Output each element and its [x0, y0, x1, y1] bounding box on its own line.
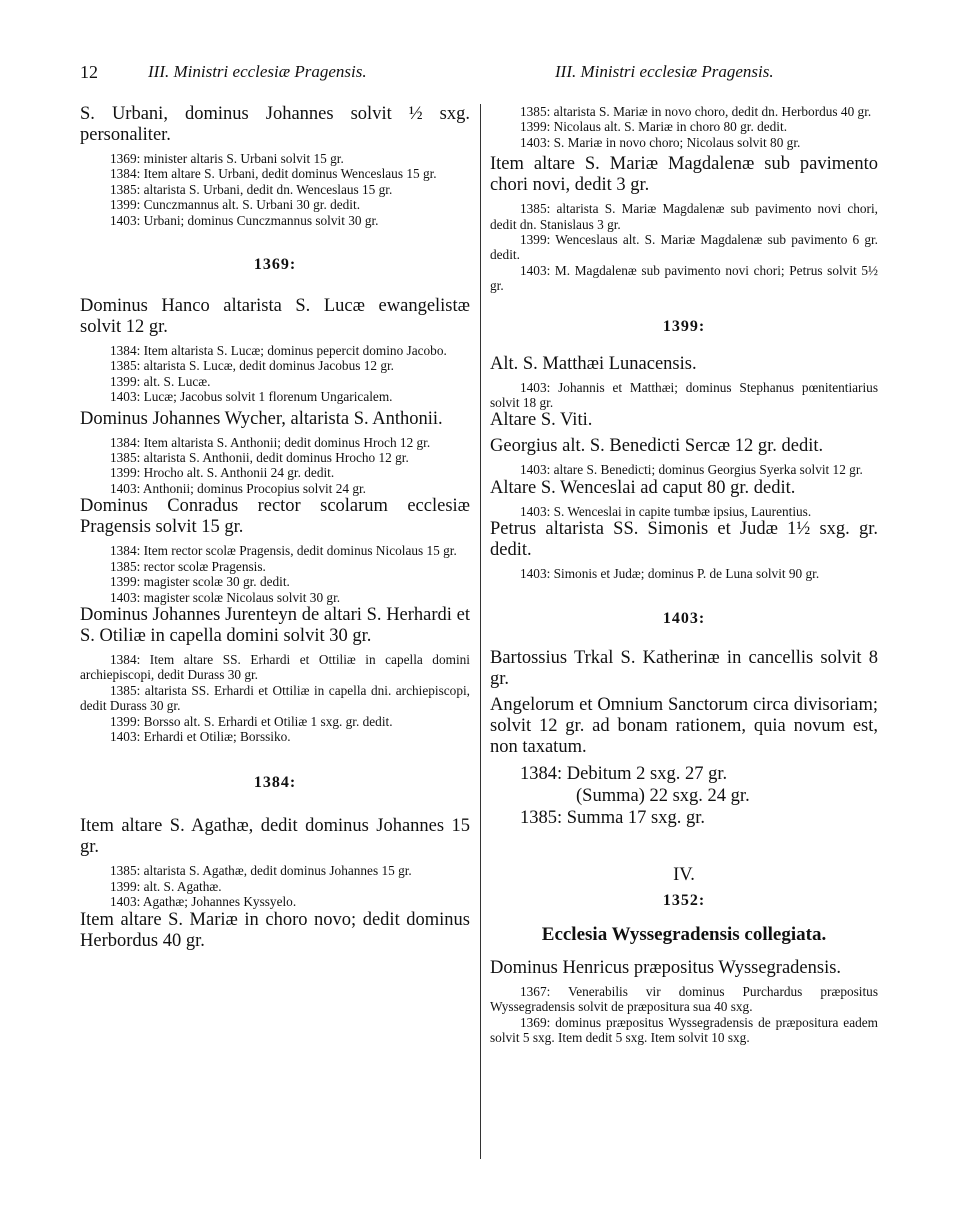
note: 1385: altarista S. Urbani, dedit dn. Wenceslaus 15 gr. — [110, 181, 393, 197]
entry: Altare S. Wenceslai ad caput 80 gr. dedit. — [490, 477, 796, 498]
sum-table — [490, 763, 878, 829]
note: 1399: alt. S. Lucæ. — [110, 373, 211, 389]
note: 1403: Anthonii; dominus Procopius solvit 24 gr. — [110, 480, 366, 496]
entry: Dominus Johannes Wycher, altarista S. Anthonii. — [80, 408, 443, 429]
sum-line: (Summa) 22 sxg. 24 gr. — [576, 785, 750, 806]
section-number: IV. — [673, 864, 695, 885]
entry: Georgius alt. S. Benedicti Sercæ 12 gr. dedit. — [490, 436, 824, 457]
note: 1384: Item altare SS. Erhardi et Ottiliæ in capella domini archiepiscopi, dedit Durass 30 gr. — [80, 651, 470, 683]
note: 1384: Item altarista S. Lucæ; dominus pepercit domino Jacobo. — [110, 343, 447, 359]
note: 1403: Simonis et Judæ; dominus P. de Luna solvit 90 gr. — [520, 566, 820, 582]
note: 1385: altarista S. Mariæ Magdalenæ sub pavimento novi chori, dedit dn. Stanislaus 3 gr. — [490, 201, 878, 232]
entry: Item altare S. Agathæ, dedit dominus Johannes 15 gr. — [80, 816, 470, 858]
note: 1369: dominus præpositus Wyssegradensis de præpositura eadem solvit 5 sxg. Item dedit 5 sxg. Item solvit 10 sxg. — [490, 1014, 878, 1045]
note: 1384: Item rector scolæ Pragensis, dedit dominus Nicolaus 15 gr. — [110, 543, 457, 559]
entry: Altare S. Viti. — [490, 410, 593, 431]
note: 1403: altare S. Benedicti; dominus Georgius Syerka solvit 12 gr. — [520, 462, 863, 478]
entry: Dominus Conradus rector scolarum ecclesiæ Pragensis solvit 15 gr. — [80, 496, 470, 538]
note: 1403: M. Magdalenæ sub pavimento novi chori; Petrus solvit 5½ gr. — [490, 262, 878, 294]
sum-line: 1385: Summa 17 sxg. gr. — [520, 807, 706, 828]
entry: Dominus Henricus præpositus Wyssegradensis. — [490, 957, 842, 978]
note: 1403: Urbani; dominus Cunczmannus solvit 30 gr. — [110, 212, 379, 228]
sum-line: 1384: Debitum 2 sxg. 27 gr. — [520, 763, 728, 784]
column-divider — [480, 104, 481, 1159]
entry: Item altare S. Mariæ in choro novo; dedit dominus Herbordus 40 gr. — [80, 909, 470, 951]
entry: Bartossius Trkal S. Katherinæ in cancellis solvit 8 gr. — [490, 647, 878, 689]
right-column — [490, 104, 878, 1045]
entry: Petrus altarista SS. Simonis et Judæ 1½ sxg. gr. dedit. — [490, 519, 878, 561]
running-head-right: III. Ministri ecclesiæ Pragensis. — [555, 62, 774, 81]
note: 1384: Item altare S. Urbani, dedit dominus Wenceslaus 15 gr. — [110, 166, 437, 182]
note: 1385: altarista S. Mariæ in novo choro, dedit dn. Herbordus 40 gr. — [520, 104, 872, 119]
year-heading: 1352: — [662, 891, 706, 909]
note: 1399: Nicolaus alt. S. Mariæ in choro 80 gr. dedit. — [520, 119, 788, 135]
left-column — [80, 104, 470, 957]
note: 1385: rector scolæ Pragensis. — [110, 558, 266, 574]
note: 1384: Item altarista S. Anthonii; dedit dominus Hroch 12 gr. — [110, 434, 431, 450]
note: 1399: magister scolæ 30 gr. dedit. — [110, 574, 290, 590]
note: 1399: Hrocho alt. S. Anthonii 24 gr. dedit. — [110, 465, 335, 481]
year-heading: 1384: — [253, 774, 297, 792]
year-heading: 1403: — [662, 609, 706, 627]
note: 1403: Lucæ; Jacobus solvit 1 florenum Ungaricalem. — [110, 389, 393, 405]
year-heading: 1399: — [662, 317, 706, 335]
note: 1385: altarista SS. Erhardi et Ottiliæ in capella dni. archiepiscopi, dedit Durass 30 gr. — [80, 682, 470, 714]
entry: Alt. S. Matthæi Lunacensis. — [490, 353, 697, 374]
note: 1403: Johannis et Matthæi; dominus Stephanus pœnitentiarius solvit 18 gr. — [490, 379, 878, 411]
note: 1399: alt. S. Agathæ. — [110, 878, 222, 894]
running-head-left: III. Ministri ecclesiæ Pragensis. — [148, 62, 367, 81]
note: 1403: magister scolæ Nicolaus solvit 30 gr. — [110, 589, 341, 605]
note: 1403: Erhardi et Otiliæ; Borssiko. — [110, 728, 291, 744]
page-number: 12 — [80, 62, 98, 82]
note: 1399: Borsso alt. S. Erhardi et Otiliæ 1 sxg. gr. dedit. — [110, 713, 393, 729]
entry: Dominus Johannes Jurenteyn de altari S. Herhardi et S. Otiliæ in capella domini solvit 30 gr. — [80, 604, 470, 646]
chapter-title: Ecclesia Wyssegradensis collegiata. — [541, 923, 827, 945]
note: 1399: Cunczmannus alt. S. Urbani 30 gr. dedit. — [110, 197, 361, 213]
note: 1385: altarista S. Agathæ, dedit dominus Johannes 15 gr. — [110, 863, 412, 879]
entry: Dominus Hanco altarista S. Lucæ ewangelistæ solvit 12 gr. — [80, 296, 470, 338]
note: 1385: altarista S. Lucæ, dedit dominus Jacobus 12 gr. — [110, 358, 395, 374]
year-heading: 1369: — [253, 256, 297, 274]
entry: Angelorum et Omnium Sanctorum circa divisoriam; solvit 12 gr. ad bonam rationem, quia novum est, non taxatum. — [490, 694, 878, 757]
entry: S. Urbani, dominus Johannes solvit ½ sxg. personaliter. — [80, 104, 470, 145]
note: 1403: S. Wenceslai in capite tumbæ ipsius, Laurentius. — [520, 503, 812, 519]
note: 1403: Agathæ; Johannes Kyssyelo. — [110, 894, 297, 910]
note: 1403: S. Mariæ in novo choro; Nicolaus solvit 80 gr. — [520, 134, 801, 150]
note: 1399: Wenceslaus alt. S. Mariæ Magdalenæ sub pavimento 6 gr. dedit. — [490, 232, 878, 263]
entry: Item altare S. Mariæ Magdalenæ sub pavimento chori novi, dedit 3 gr. — [490, 154, 878, 196]
note: 1369: minister altaris S. Urbani solvit 15 gr. — [110, 151, 344, 166]
note: 1367: Venerabilis vir dominus Purchardus præpositus Wyssegradensis solvit de præpositura sua 40 sxg. — [490, 983, 878, 1015]
note: 1385: altarista S. Anthonii, dedit dominus Hrocho 12 gr. — [110, 450, 409, 466]
